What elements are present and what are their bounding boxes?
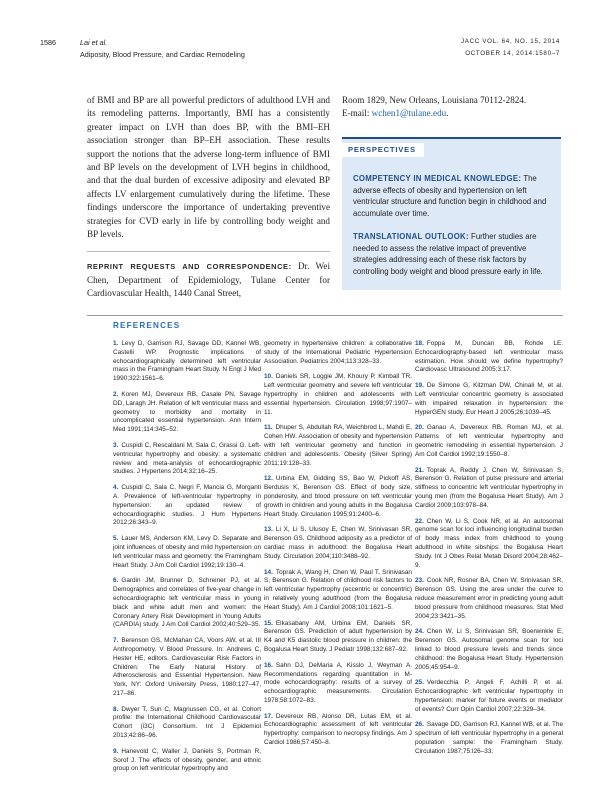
reference-item	[415, 340, 563, 375]
reference-number: 6.	[113, 577, 119, 585]
email-line	[342, 107, 560, 120]
references-rule	[87, 315, 563, 316]
email-link[interactable]: wchen1@tulane.edu	[371, 108, 447, 119]
body-text-column	[87, 94, 330, 301]
body-paragraph: of BMI and BP are all powerful predictors of adulthood LVH and its remodeling patterns. Importantly, BMI has a consistently greater impact on LVH than does BP, with the BMI–EH association stronger than BP–EH association. These results support the notions that the adverse long-term influence of BMI and BP levels on the development of LVH begins in childhood, and that the dual burden of excessive adiposity and elevated BP affects LV enlargement cumulatively during the lifetime. These findings underscore the importance of undertaking preventive strategies for CVD early in life by controlling body weight and BP levels.	[87, 95, 330, 240]
reference-item	[264, 713, 412, 748]
reference-item	[264, 424, 412, 468]
reference-number: 16.	[264, 661, 273, 669]
reprint-heading: REPRINT REQUESTS AND CORRESPONDENCE:	[87, 262, 292, 272]
reference-number: 4.	[113, 484, 119, 492]
reference-text: Devereux RB, Alonso DR, Lutas EM, et al. Echocardiographic assessment of left ventricular hypertrophy: comparison to necropsy findings. Am J Cardiol 1986;57:450–8.	[264, 712, 412, 747]
reference-number: 25.	[415, 679, 424, 687]
reference-item	[415, 518, 563, 571]
reference-text: Cuspidi C, Rescaldani M, Sala C, Grassi G. Left-ventricular hypertrophy and obesity: a systematic review and meta-analysis of echocardiographic studies. J Hypertens 2014;32:16–25.	[113, 441, 261, 476]
reference-item	[113, 484, 261, 528]
reference-text: De Simone G, Kitzman DW, Chinali M, et al. Left ventricular concentric geometry is associated with impaired relaxation in hypertension: the HyperGEN study. Eur Heart J 2005;26:1039–45.	[415, 382, 563, 416]
reference-number: 9.	[113, 747, 119, 755]
reference-text: Hanevold C, Waller J, Daniels S, Portman R, Sorof J. The effects of obesity, gender, and ethnic group on left ventricular hypertrophy and	[113, 747, 261, 773]
reference-text: Dwyer T, Sun C, Magnussen CG, et al. Cohort profile: the International Childhood Cardiovascular Cohort (i3C) Consortium. Int J Epidemiol 2013;42:86–96.	[113, 705, 261, 740]
reference-text: Elkasabany AM, Urbina EM, Daniels SR, Berenson GS. Prediction of adult hypertension by K4 and K5 diastolic blood pressure in children: the Bogalusa Heart Study. J Pediatr 1998;132:687–92.	[264, 619, 412, 653]
reference-text: Urbina EM, Gidding SS, Bao W, Pickoff AS, Berdusis K, Berenson GS. Effect of body size, ponderosity, and blood pressure on left ventricular growth in children and young adults in the Bogalusa Heart Study. Circulation 1995;91:2400–6.	[264, 475, 412, 518]
reference-item	[113, 391, 261, 435]
translational-label: TRANSLATIONAL OUTLOOK:	[353, 231, 469, 241]
reference-item	[415, 679, 563, 714]
reference-text: Berenson GS, McMahan CA, Voors AW, et al. III Anthropometry. V Blood Pressure. In: Andrews C, Hester HE, editors. Cardiovascular Risk Factors in Children: The Early Natural History of Atherosclerosis and Essential Hypertension. New York, NY: Oxford University Press, 1980:127–47, 217–86.	[113, 637, 261, 697]
reference-item	[264, 526, 412, 561]
reference-text: Lauer MS, Anderson KM, Levy D. Separate and joint influences of obesity and mild hypertension on left ventricular mass and geometry: the Framingham Heart Study. J Am Coll Cardiol 1992;19:130–4.	[113, 535, 261, 569]
reference-text: Koren MJ, Devereux RB, Casale PN, Savage DD, Laragh JH. Relation of left ventricular mass and geometry to morbidity and mortality in uncomplicated essential hypertension. Ann Intern Med 1991;114:345–52.	[113, 390, 261, 434]
reference-item-continued	[264, 340, 412, 366]
reference-item	[415, 467, 563, 511]
reference-text: Toprak A, Wang H, Chen W, Paul T, Srinivasan S, Berenson G. Relation of childhood risk factors to left ventricular hypertrophy (eccentric or concentric) in relatively young adulthood (from the Bogalusa Heart Study). Am J Cardiol 2008;101:1621–5.	[264, 568, 412, 611]
reference-item	[415, 628, 563, 672]
email-end: .	[446, 108, 449, 119]
reference-item	[113, 706, 261, 741]
reference-number: 26.	[415, 721, 424, 729]
reference-item	[264, 662, 412, 706]
reference-item	[264, 620, 412, 655]
reference-number: 5.	[113, 535, 119, 543]
reference-text: Ganau A, Devereux RB, Roman MJ, et al. Patterns of left ventricular hypertrophy and geometric remodeling in essential hypertension. J Am Coll Cardiol 1992;19:1550–8.	[415, 424, 563, 458]
references-heading: REFERENCES	[113, 321, 181, 330]
reference-text: Dhuper S, Abdullah RA, Weichbrod L, Mahdi E, Cohen HW. Association of obesity and hypertension with left ventricular geometry and function in children and adolescents. Obesity (Silver Spring) 2011;19:128–33.	[264, 424, 412, 467]
page-number: 1586	[40, 38, 56, 47]
reference-number: 19.	[415, 382, 424, 390]
reference-item	[264, 569, 412, 613]
reference-number: 10.	[264, 373, 273, 381]
reference-text: Cook NR, Rosner BA, Chen W, Srinivasan SR, Berenson GS. Using the area under the curve to reduce measurement error in predicting young adult blood pressure from childhood measures. Stat Med 2004;23:3421–35.	[415, 577, 563, 620]
reference-text: Cuspidi C, Sala C, Negri F, Mancia G, Morganti A. Prevalence of left-ventricular hypertrophy in hypertension: an updated review of echocardiographic studies. J Hum Hypertens 2012;26:343–9.	[113, 484, 261, 527]
reference-text: geometry in hypertensive children: a collaborative study of the International Pediatric Hypertension Association. Pediatrics 2004;113:328–33.	[264, 340, 412, 365]
perspectives-title: PERSPECTIVES	[342, 143, 424, 157]
references-column-1	[113, 340, 261, 781]
reference-text: Savage DD, Garrison RJ, Kannel WB, et al. The spectrum of left ventricular hypertrophy in a general population sample: the Framingham Study. Circulation 1987;75:I26–33.	[415, 721, 563, 755]
reference-number: 14.	[264, 568, 273, 576]
translational-section	[353, 231, 551, 278]
reference-item	[415, 382, 563, 417]
reprint-paragraph	[87, 260, 330, 300]
reference-number: 11.	[264, 424, 273, 432]
reference-item	[113, 748, 261, 774]
reference-item	[415, 721, 563, 756]
correspondence-address	[342, 94, 560, 121]
reference-text: Toprak A, Reddy J, Chen W, Srinivasan S, Berenson G. Relation of pulse pressure and arterial stiffness to concentric left ventricular hypertrophy in young men (from the Bogalusa Heart Study). Am J Cardiol 2009;103:978–84.	[415, 466, 563, 509]
reference-text: Levy D, Garrison RJ, Savage DD, Kannel WB, Castelli WP. Prognostic implications of echocardiographically determined left ventricular mass in the Framingham Heart Study. N Engl J Med 1990;322:1561–6.	[113, 340, 261, 383]
reference-text: Sahn DJ, DeMaria A, Kisslo J, Weyman A. Recommendations regarding quantitation in M-mode echocardiography: results of a survey of echocardiographic measurements. Circulation 1978;58:1072–83.	[264, 661, 412, 704]
running-authors: Lai et al.	[80, 38, 108, 47]
reference-item	[113, 535, 261, 570]
reference-text: Li X, Li S, Ulusoy E, Chen W, Srinivasan SR, Berenson GS. Childhood adiposity as a predictor of cardiac mass in adulthood: the Bogalusa Heart Study. Circulation 2004;110:3488–92.	[264, 526, 412, 560]
reference-number: 18.	[415, 340, 424, 347]
reference-text: Foppa M, Duncan BB, Rohde LE. Echocardiography-based left ventricular mass estimation. How should we define hypertrophy? Cardiovasc Ultrasound 2005;3:17.	[415, 340, 563, 374]
reference-text: Chen W, Li S, Cook NR, et al. An autosomal genome scan for loci influencing longitudinal burden of body mass index from childhood to young adulthood in white sibships: the Bogalusa Heart Study. Int J Obes Relat Metab Disord 2004;28:462–9.	[415, 517, 563, 569]
competency-label: COMPETENCY IN MEDICAL KNOWLEDGE:	[353, 174, 522, 183]
reference-number: 15.	[264, 619, 273, 627]
reference-item	[415, 577, 563, 621]
reference-number: 13.	[264, 526, 273, 534]
reference-number: 22.	[415, 517, 424, 525]
reference-text: Verdecchia P, Angeli F, Achilli P, et al. Echocardiographic left ventricular hypertrophy in hypertension: marker for future events or mediator of events? Curr Opin Cardiol 2007;22:329–34.	[415, 679, 563, 713]
reference-item	[113, 340, 261, 384]
reference-number: 21.	[415, 466, 424, 474]
references-column-2	[264, 340, 412, 755]
reference-text: Gardin JM, Brunner D, Schreiner PJ, et al. Demographics and correlates of five-year change in echocardiographic left ventricular mass in young black and white adult men and women: the Coronary Artery Risk Development in Young Adults (CARDIA) study. J Am Coll Cardiol 2002;40:529–35.	[113, 577, 261, 629]
reference-number: 24.	[415, 628, 424, 636]
reference-number: 20.	[415, 424, 424, 432]
perspectives-box	[342, 137, 561, 290]
email-label: E-mail:	[342, 108, 372, 119]
reference-number: 3.	[113, 441, 119, 449]
references-column-3	[415, 340, 563, 764]
competency-section	[353, 173, 551, 220]
reference-item	[113, 442, 261, 477]
reference-number: 12.	[264, 475, 273, 483]
journal-citation: JACC VOL. 64, NO. 15, 2014	[460, 38, 560, 45]
reference-item	[415, 424, 563, 459]
reference-number: 8.	[113, 705, 119, 713]
reference-item	[264, 475, 412, 519]
reference-item	[113, 577, 261, 630]
reference-number: 2.	[113, 390, 119, 398]
reference-number: 1.	[113, 340, 119, 347]
reference-item	[264, 373, 412, 417]
address-line: Room 1829, New Orleans, Louisiana 70112-2824.	[342, 95, 527, 105]
reference-text: Chen W, Li S, Srinivasan SR, Boerwinkle E, Berenson GS. Autosomal genome scan for loci linked to blood pressure levels and trends since childhood: the Bogalusa Heart Study. Hypertension 2005;45:954–9.	[415, 628, 563, 671]
section-divider	[87, 251, 330, 252]
issue-date: OCTOBER 14, 2014:1580–7	[465, 50, 560, 57]
running-title: Adiposity, Blood Pressure, and Cardiac Remodeling	[80, 50, 245, 59]
reference-number: 23.	[415, 577, 424, 585]
reference-number: 7.	[113, 637, 119, 645]
reprint-text: Dr. Wei Chen, Department of Epidemiology, Tulane Center for Cardiovascular Health, 1440 Canal Street,	[87, 261, 330, 299]
reference-number: 17.	[264, 712, 273, 720]
competency-text: The adverse effects of obesity and hypertension on left ventricular structure and function begin in childhood and accumulate over time.	[353, 174, 547, 219]
translational-text: Further studies are needed to assess the relative impact of preventive strategies addressing each of these risk factors by controlling body weight and blood pressure early in life.	[353, 231, 543, 276]
reference-item	[113, 637, 261, 699]
reference-text: Daniels SR, Loggie JM, Khoury P, Kimball TR. Left ventricular geometry and severe left ventricular hypertrophy in children and adolescents with essential hypertension. Circulation 1998;97:1907–11.	[264, 373, 412, 416]
